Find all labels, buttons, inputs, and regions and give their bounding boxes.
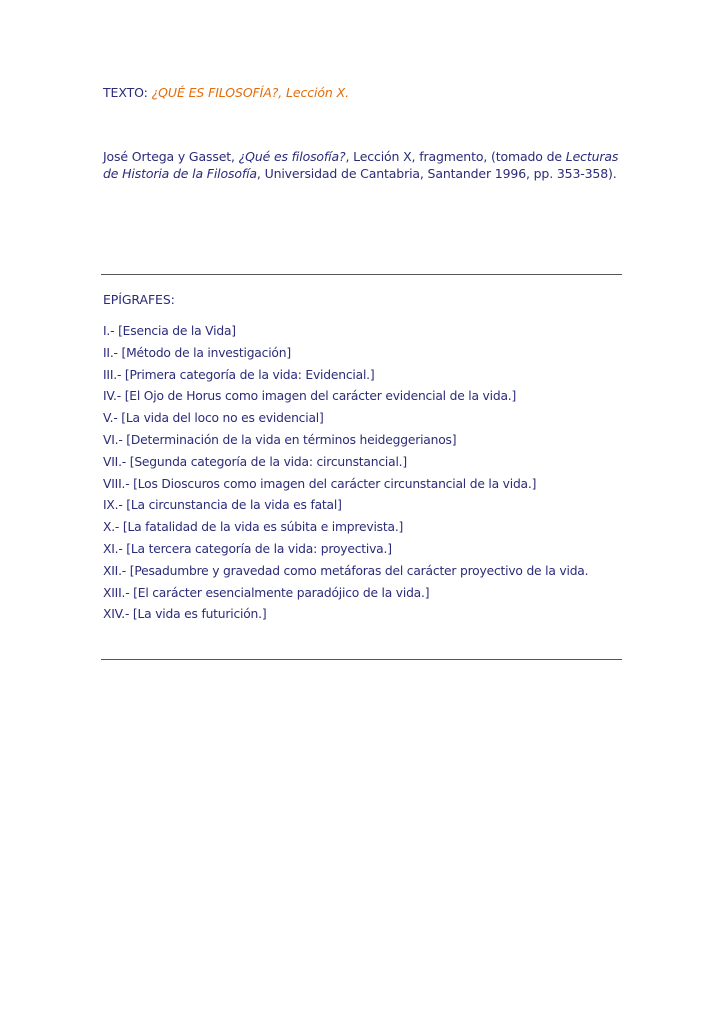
epigraph-item: VI.- [Determinación de la vida en términos heideggerianos] xyxy=(103,432,457,447)
divider-top xyxy=(101,274,622,275)
epigraph-item: X.- [La fatalidad de la vida es súbita e imprevista.] xyxy=(103,520,404,535)
epigraph-item: V.- [La vida del loco no es evidencial] xyxy=(103,411,324,426)
epigraph-item: IX.- [La circunstancia de la vida es fatal] xyxy=(103,498,342,513)
epigraphs-list xyxy=(103,321,588,626)
title-label: TEXTO: xyxy=(103,85,148,100)
epigraph-item: VIII.- [Los Dioscuros como imagen del carácter circunstancial de la vida.] xyxy=(103,476,537,491)
work-title: ¿QUÉ ES FILOSOFÍA?, Lección X. xyxy=(151,85,349,100)
citation-work: ¿Qué es filosofía? xyxy=(238,149,346,164)
epigraph-item: III.- [Primera categoría de la vida: Evidencial.] xyxy=(103,367,375,382)
epigraph-item: VII.- [Segunda categoría de la vida: circunstancial.] xyxy=(103,454,407,469)
epigraph-item: IV.- [El Ojo de Horus como imagen del carácter evidencial de la vida.] xyxy=(103,389,517,404)
citation-author: José Ortega y Gasset, xyxy=(103,149,239,164)
epigraph-item: XI.- [La tercera categoría de la vida: proyectiva.] xyxy=(103,541,392,556)
epigraph-item: XIII.- [El carácter esencialmente paradójico de la vida.] xyxy=(103,585,430,600)
epigraphs-heading: EPÍGRAFES: xyxy=(103,292,175,307)
citation-after-work: , Lección X, fragmento, (tomado de xyxy=(345,149,566,164)
epigraph-item: XII.- [Pesadumbre y gravedad como metáforas del carácter proyectivo de la vida. xyxy=(103,563,589,578)
citation-source: Lecturas de Historia de la Filosofía xyxy=(103,149,619,181)
citation-paragraph xyxy=(103,148,623,182)
epigraph-item: I.- [Esencia de la Vida] xyxy=(103,324,236,338)
text-title xyxy=(103,85,349,100)
divider-bottom xyxy=(101,659,622,660)
citation-publisher: , Universidad de Cantabria, Santander 1996, pp. 353-358). xyxy=(256,166,617,181)
epigraph-item: II.- [Método de la investigación] xyxy=(103,345,291,360)
epigraph-item: XIV.- [La vida es futurición.] xyxy=(103,607,267,622)
